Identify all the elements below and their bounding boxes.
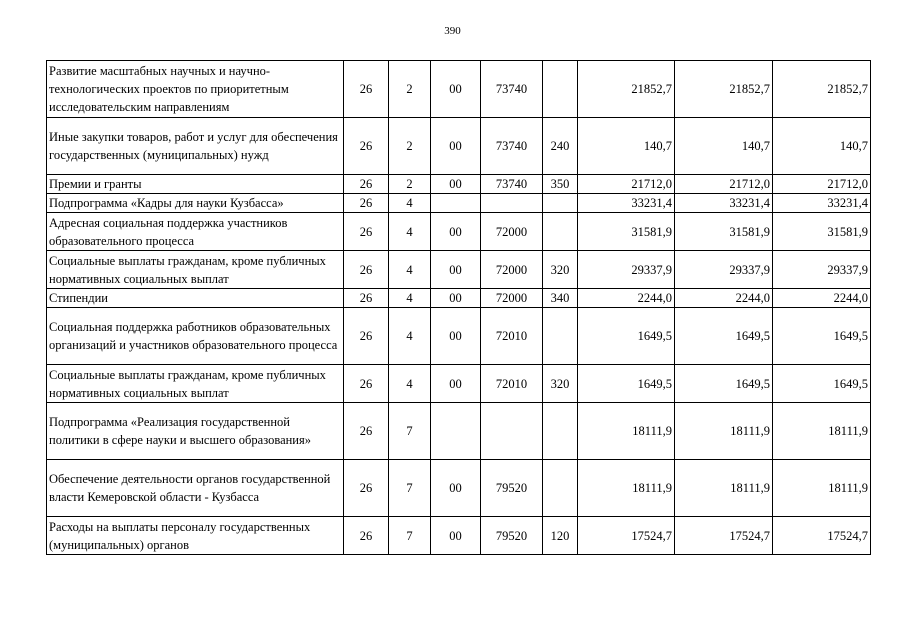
target-code-cell: 73740 xyxy=(481,118,543,175)
subsection-cell: 2 xyxy=(389,61,431,118)
amount-year3-cell: 140,7 xyxy=(773,118,871,175)
amount-year2-cell: 33231,4 xyxy=(675,194,773,213)
amount-year2-cell: 21712,0 xyxy=(675,175,773,194)
gr-code-cell: 26 xyxy=(344,308,389,365)
program-cell xyxy=(431,194,481,213)
subsection-cell: 7 xyxy=(389,403,431,460)
table-row xyxy=(47,517,871,555)
gr-code-cell: 26 xyxy=(344,213,389,251)
amount-year3-cell: 33231,4 xyxy=(773,194,871,213)
amount-year1-cell: 31581,9 xyxy=(578,213,675,251)
amount-year2-cell: 31581,9 xyxy=(675,213,773,251)
gr-code-cell: 26 xyxy=(344,118,389,175)
table-row xyxy=(47,460,871,517)
item-name-cell: Подпрограмма «Кадры для науки Кузбасса» xyxy=(47,194,344,213)
budget-table xyxy=(46,60,871,555)
amount-year1-cell: 17524,7 xyxy=(578,517,675,555)
subsection-cell: 4 xyxy=(389,213,431,251)
table-row xyxy=(47,403,871,460)
amount-year2-cell: 1649,5 xyxy=(675,365,773,403)
target-code-cell: 72010 xyxy=(481,365,543,403)
target-code-cell: 72000 xyxy=(481,251,543,289)
amount-year3-cell: 18111,9 xyxy=(773,460,871,517)
subsection-cell: 4 xyxy=(389,251,431,289)
amount-year2-cell: 18111,9 xyxy=(675,460,773,517)
gr-code-cell: 26 xyxy=(344,460,389,517)
expense-type-cell xyxy=(543,403,578,460)
table-row xyxy=(47,213,871,251)
subsection-cell: 4 xyxy=(389,365,431,403)
target-code-cell: 73740 xyxy=(481,61,543,118)
target-code-cell xyxy=(481,403,543,460)
program-cell: 00 xyxy=(431,460,481,517)
target-code-cell: 73740 xyxy=(481,175,543,194)
program-cell: 00 xyxy=(431,118,481,175)
amount-year3-cell: 17524,7 xyxy=(773,517,871,555)
amount-year3-cell: 2244,0 xyxy=(773,289,871,308)
subsection-cell: 7 xyxy=(389,517,431,555)
target-code-cell xyxy=(481,194,543,213)
subsection-cell: 2 xyxy=(389,175,431,194)
subsection-cell: 7 xyxy=(389,460,431,517)
amount-year2-cell: 29337,9 xyxy=(675,251,773,289)
table-row xyxy=(47,289,871,308)
expense-type-cell: 320 xyxy=(543,251,578,289)
item-name-cell: Расходы на выплаты персоналу государственных (муниципальных) органов xyxy=(47,517,344,555)
item-name-cell: Развитие масштабных научных и научно-технологических проектов по приоритетным исследовательским направлениям xyxy=(47,61,344,118)
item-name-cell: Премии и гранты xyxy=(47,175,344,194)
table-row xyxy=(47,61,871,118)
program-cell: 00 xyxy=(431,289,481,308)
amount-year1-cell: 18111,9 xyxy=(578,403,675,460)
amount-year1-cell: 21852,7 xyxy=(578,61,675,118)
program-cell: 00 xyxy=(431,61,481,118)
table-row xyxy=(47,308,871,365)
page-number: 390 xyxy=(444,25,461,37)
item-name-cell: Иные закупки товаров, работ и услуг для обеспечения государственных (муниципальных) нужд xyxy=(47,118,344,175)
subsection-cell: 4 xyxy=(389,289,431,308)
table-row xyxy=(47,251,871,289)
target-code-cell: 72000 xyxy=(481,213,543,251)
gr-code-cell: 26 xyxy=(344,365,389,403)
amount-year3-cell: 31581,9 xyxy=(773,213,871,251)
item-name-cell: Социальная поддержка работников образовательных организаций и участников образовательного процесса xyxy=(47,308,344,365)
amount-year2-cell: 17524,7 xyxy=(675,517,773,555)
amount-year2-cell: 18111,9 xyxy=(675,403,773,460)
expense-type-cell xyxy=(543,308,578,365)
amount-year3-cell: 21852,7 xyxy=(773,61,871,118)
item-name-cell: Стипендии xyxy=(47,289,344,308)
program-cell xyxy=(431,403,481,460)
expense-type-cell xyxy=(543,460,578,517)
expense-type-cell: 350 xyxy=(543,175,578,194)
table-row xyxy=(47,175,871,194)
gr-code-cell: 26 xyxy=(344,403,389,460)
expense-type-cell: 240 xyxy=(543,118,578,175)
item-name-cell: Обеспечение деятельности органов государственной власти Кемеровской области - Кузбасса xyxy=(47,460,344,517)
amount-year1-cell: 21712,0 xyxy=(578,175,675,194)
amount-year2-cell: 1649,5 xyxy=(675,308,773,365)
amount-year1-cell: 1649,5 xyxy=(578,308,675,365)
gr-code-cell: 26 xyxy=(344,61,389,118)
expense-type-cell xyxy=(543,61,578,118)
subsection-cell: 4 xyxy=(389,194,431,213)
item-name-cell: Адресная социальная поддержка участников образовательного процесса xyxy=(47,213,344,251)
table-row xyxy=(47,194,871,213)
gr-code-cell: 26 xyxy=(344,517,389,555)
target-code-cell: 79520 xyxy=(481,517,543,555)
program-cell: 00 xyxy=(431,251,481,289)
subsection-cell: 2 xyxy=(389,118,431,175)
program-cell: 00 xyxy=(431,365,481,403)
amount-year3-cell: 1649,5 xyxy=(773,365,871,403)
amount-year3-cell: 18111,9 xyxy=(773,403,871,460)
amount-year2-cell: 2244,0 xyxy=(675,289,773,308)
amount-year1-cell: 140,7 xyxy=(578,118,675,175)
expense-type-cell: 320 xyxy=(543,365,578,403)
amount-year1-cell: 33231,4 xyxy=(578,194,675,213)
item-name-cell: Подпрограмма «Реализация государственной политики в сфере науки и высшего образования» xyxy=(47,403,344,460)
expense-type-cell: 120 xyxy=(543,517,578,555)
amount-year2-cell: 21852,7 xyxy=(675,61,773,118)
table-row xyxy=(47,365,871,403)
amount-year1-cell: 2244,0 xyxy=(578,289,675,308)
item-name-cell: Социальные выплаты гражданам, кроме публичных нормативных социальных выплат xyxy=(47,365,344,403)
program-cell: 00 xyxy=(431,213,481,251)
table-body xyxy=(47,61,871,555)
program-cell: 00 xyxy=(431,517,481,555)
gr-code-cell: 26 xyxy=(344,251,389,289)
amount-year2-cell: 140,7 xyxy=(675,118,773,175)
expense-type-cell xyxy=(543,213,578,251)
expense-type-cell xyxy=(543,194,578,213)
subsection-cell: 4 xyxy=(389,308,431,365)
program-cell: 00 xyxy=(431,175,481,194)
amount-year3-cell: 29337,9 xyxy=(773,251,871,289)
gr-code-cell: 26 xyxy=(344,194,389,213)
target-code-cell: 72000 xyxy=(481,289,543,308)
gr-code-cell: 26 xyxy=(344,289,389,308)
amount-year1-cell: 29337,9 xyxy=(578,251,675,289)
table-row xyxy=(47,118,871,175)
gr-code-cell: 26 xyxy=(344,175,389,194)
amount-year3-cell: 21712,0 xyxy=(773,175,871,194)
amount-year3-cell: 1649,5 xyxy=(773,308,871,365)
target-code-cell: 72010 xyxy=(481,308,543,365)
amount-year1-cell: 1649,5 xyxy=(578,365,675,403)
item-name-cell: Социальные выплаты гражданам, кроме публичных нормативных социальных выплат xyxy=(47,251,344,289)
amount-year1-cell: 18111,9 xyxy=(578,460,675,517)
expense-type-cell: 340 xyxy=(543,289,578,308)
program-cell: 00 xyxy=(431,308,481,365)
target-code-cell: 79520 xyxy=(481,460,543,517)
